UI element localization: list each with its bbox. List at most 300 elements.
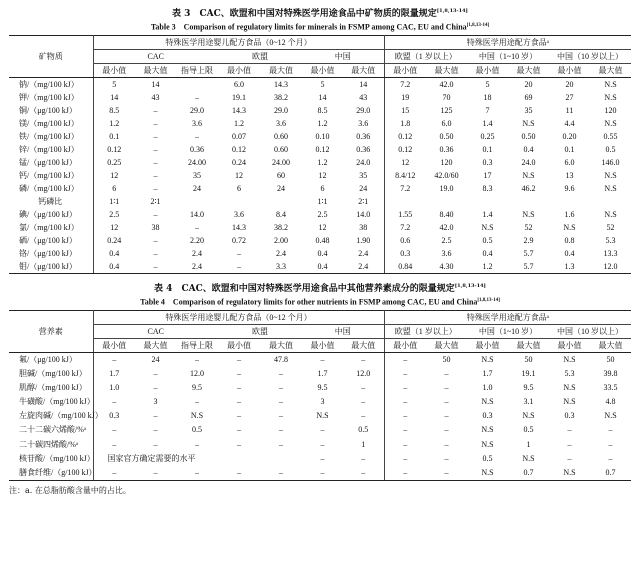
value-cell: 14.3 — [232, 105, 246, 115]
value-cell: 35 — [193, 170, 201, 180]
value-cell: – — [403, 383, 408, 393]
value-cell: 8.5 — [109, 105, 120, 115]
value-cell: 5 — [320, 79, 325, 89]
value-cell: 9.5 — [192, 383, 202, 393]
sub-header: 最大值 — [135, 63, 176, 77]
value-cell: 70 — [442, 92, 451, 102]
value-cell: 69 — [524, 92, 533, 102]
value-cell: – — [237, 355, 241, 365]
value-cell: 6.0 — [564, 157, 575, 167]
table3-caption-cn: 表 3 CAC、欧盟和中国对特殊医学用途食品中矿物质的限量规定[1,8,13-14] — [172, 8, 468, 19]
value-cell: N.S — [604, 92, 617, 102]
table-row — [9, 466, 631, 481]
value-cell: 24 — [343, 182, 384, 195]
value-cell: 46.2 — [521, 184, 536, 194]
value-cell: 0.4 — [317, 249, 328, 259]
value-cell: 17 — [483, 170, 492, 180]
value-cell: – — [320, 425, 325, 435]
value-cell: 35 — [524, 105, 533, 115]
value-cell: – — [135, 260, 176, 274]
value-cell: – — [112, 355, 117, 365]
value-cell: 6 — [237, 184, 241, 194]
value-cell: 0.7 — [590, 466, 631, 481]
value-cell: 0.7 — [508, 466, 549, 481]
row-label: 碘/（μg/100 kJ） — [9, 208, 93, 221]
table-row — [9, 353, 631, 368]
value-cell: 0.4 — [523, 144, 534, 154]
value-cell: – — [153, 383, 158, 393]
value-cell: – — [195, 131, 199, 141]
sub-header: 最小值 — [218, 339, 260, 353]
value-cell: – — [237, 383, 241, 393]
region-header: 欧盟（1 岁以上） — [384, 325, 467, 339]
value-cell: 12 — [401, 157, 410, 167]
sub-header: 最小值 — [467, 63, 508, 77]
value-cell: 12 — [318, 170, 327, 180]
value-cell: 0.25 — [480, 131, 495, 141]
table-row — [9, 91, 631, 104]
value-cell: 0.60 — [274, 131, 288, 141]
value-cell: 19.1 — [232, 92, 246, 102]
sub-header: 最小值 — [93, 63, 135, 77]
value-cell: 0.5 — [192, 425, 202, 435]
value-cell: – — [153, 369, 158, 379]
value-cell: 0.1 — [109, 131, 120, 141]
table-row — [9, 452, 631, 466]
value-cell: 0.48 — [315, 236, 330, 246]
table4-caption-en: Table 4 Comparison of regulatory limits for other nutrients in FSMP among CAC, EU and China[1,8,13-14] — [140, 298, 500, 308]
value-cell: 24 — [277, 184, 285, 194]
value-cell — [176, 77, 218, 91]
value-cell: – — [444, 383, 449, 393]
value-cell: 0.36 — [343, 130, 384, 143]
value-cell: 20 — [524, 79, 533, 89]
value-cell: – — [153, 236, 158, 246]
value-cell: 12 — [110, 170, 119, 180]
value-cell: 0.8 — [564, 236, 575, 246]
value-cell — [590, 195, 631, 208]
value-cell: 47.8 — [274, 355, 288, 365]
table-row — [9, 234, 631, 247]
value-cell: 1.55 — [398, 210, 413, 220]
value-cell: N.S — [522, 210, 535, 220]
value-cell: – — [403, 369, 408, 379]
header-row-region — [9, 325, 631, 339]
region-header: 欧盟 — [218, 325, 302, 339]
value-cell: 7 — [485, 105, 490, 115]
region-header: 中国（1~10 岁） — [467, 49, 549, 63]
value-cell: 5.3 — [564, 369, 575, 379]
row-label: 二十二碳六烯酸/%ᵃ — [9, 423, 93, 437]
value-cell: – — [567, 439, 572, 449]
sub-header: 指导上限 — [176, 63, 218, 77]
value-cell: 14.0 — [343, 208, 384, 221]
header-row-group — [9, 35, 631, 49]
footnote: 注：a. 在总脂肪酸含量中的占比。 — [9, 485, 131, 495]
value-cell: 1∶1 — [109, 197, 120, 207]
row-header: 营养素 — [9, 311, 93, 353]
value-cell: – — [343, 452, 384, 466]
value-cell: 29.0 — [343, 104, 384, 117]
value-cell: – — [426, 466, 467, 481]
value-cell: 0.10 — [315, 131, 330, 141]
region-header: 欧盟 — [218, 49, 302, 63]
value-cell: 1.2 — [317, 157, 328, 167]
value-cell: – — [260, 466, 302, 481]
value-cell: – — [279, 397, 283, 407]
value-cell: – — [237, 249, 241, 259]
value-cell: N.S — [522, 411, 535, 421]
value-cell: – — [608, 453, 613, 463]
value-cell: – — [279, 369, 283, 379]
value-cell: – — [343, 409, 384, 423]
value-cell: 4.30 — [426, 260, 467, 274]
row-label: 膳食纤维/（g/100 kJ） — [9, 466, 93, 481]
value-cell: 12.0 — [343, 367, 384, 381]
value-cell: 0.1 — [482, 144, 493, 154]
value-cell: 38.2 — [274, 223, 288, 233]
value-cell: 43 — [151, 92, 160, 102]
value-cell: – — [195, 439, 199, 449]
value-cell: – — [218, 260, 260, 274]
value-cell: 2∶1 — [150, 197, 161, 207]
value-cell: 20 — [565, 79, 574, 89]
value-cell: 15 — [401, 105, 410, 115]
value-cell: 0.24 — [107, 236, 122, 246]
value-cell: 2.5 — [441, 236, 452, 246]
value-cell: 0.36 — [343, 143, 384, 156]
value-cell — [426, 195, 467, 208]
value-cell: N.S — [604, 79, 617, 89]
row-label: 二十碳四烯酸/%ᵃ — [9, 438, 93, 452]
value-cell: – — [403, 439, 408, 449]
value-cell: 4.8 — [605, 397, 616, 407]
value-cell: 24.00 — [188, 157, 206, 167]
table-row — [9, 169, 631, 182]
value-cell: 1.3 — [549, 260, 590, 274]
table-row — [9, 395, 631, 409]
value-cell: 0.12 — [398, 144, 413, 154]
row-label: 左旋肉碱/（mg/100 kJ） — [9, 409, 93, 423]
value-cell: N.S — [481, 439, 494, 449]
value-cell: – — [218, 466, 260, 481]
table-row — [9, 409, 631, 423]
value-cell: – — [302, 466, 343, 481]
value-cell: 29.0 — [274, 105, 288, 115]
mineral-limits-table — [9, 35, 631, 275]
value-cell: 0.12 — [315, 144, 330, 154]
row-label: 核苷酸/（mg/100 kJ） — [9, 452, 93, 466]
value-cell: 0.50 — [521, 131, 536, 141]
value-cell: 18 — [483, 92, 492, 102]
value-cell: N.S — [481, 397, 494, 407]
sub-header: 最小值 — [384, 63, 426, 77]
sub-header: 最大值 — [590, 339, 631, 353]
group-infant-header: 特殊医学用途婴儿配方食品（0~12 个月） — [93, 311, 384, 325]
value-cell: N.S — [563, 397, 576, 407]
value-cell: 0.3 — [564, 411, 575, 421]
value-cell: – — [343, 395, 384, 409]
value-cell: 14 — [343, 77, 384, 91]
sub-header: 最大值 — [260, 339, 302, 353]
value-cell: 8.3 — [482, 184, 493, 194]
value-cell: 0.4 — [564, 249, 575, 259]
value-cell: – — [444, 369, 449, 379]
value-cell: 3.6 — [276, 118, 286, 128]
value-cell: – — [153, 249, 158, 259]
value-cell: 39.8 — [603, 369, 618, 379]
value-cell: 5.3 — [605, 236, 616, 246]
row-label: 锰/（μg/100 kJ） — [9, 156, 93, 169]
value-cell: N.S — [563, 383, 576, 393]
value-cell: 0.4 — [482, 249, 493, 259]
table4-caption-cn: 表 4 CAC、欧盟和中国对特殊医学用途食品中其他营养素成分的限量规定[1,8,13-14] — [154, 283, 486, 295]
value-cell: – — [153, 144, 158, 154]
value-cell: 1.2 — [234, 118, 244, 128]
header-row-sub — [9, 63, 631, 77]
value-cell: 0.36 — [190, 144, 204, 154]
sub-header: 最大值 — [508, 339, 549, 353]
value-cell: – — [195, 355, 199, 365]
table-row — [9, 247, 631, 260]
value-cell: 0.12 — [232, 144, 246, 154]
value-cell: 0.4 — [109, 249, 120, 259]
value-cell: 146.0 — [601, 157, 620, 167]
value-cell: 12 — [318, 223, 327, 233]
value-cell: 42.0 — [439, 223, 454, 233]
region-header: 中国 — [302, 325, 384, 339]
value-cell: 120 — [440, 157, 453, 167]
value-cell: N.S — [563, 355, 576, 365]
value-cell: 7.2 — [400, 184, 411, 194]
value-cell: 0.1 — [564, 144, 575, 154]
value-cell: – — [444, 397, 449, 407]
sub-header: 最小值 — [218, 63, 260, 77]
value-cell: 24.00 — [272, 157, 290, 167]
header-row-region — [9, 49, 631, 63]
sub-header: 最大值 — [590, 63, 631, 77]
value-cell: 1.0 — [109, 383, 120, 393]
value-cell: 6.0 — [441, 118, 452, 128]
span-note: 国家官方确定需要的水平 — [107, 453, 196, 463]
table3-caption-en: Table 3 Comparison of regulatory limits for minerals in FSMP among CAC, EU and China[1,8,13-14] — [150, 22, 490, 32]
region-header: 中国（10 岁以上） — [549, 49, 631, 63]
value-cell: 2.5 — [109, 210, 120, 220]
value-cell: N.S — [604, 118, 617, 128]
row-label: 锌/（mg/100 kJ） — [9, 143, 93, 156]
value-cell: 42.0/60 — [434, 170, 459, 180]
value-cell: 0.5 — [523, 425, 534, 435]
value-cell: 7.2 — [400, 223, 411, 233]
value-cell: 0.3 — [400, 249, 411, 259]
value-cell: 14.3 — [232, 223, 246, 233]
value-cell: 9.5 — [523, 383, 534, 393]
sub-header: 最小值 — [467, 339, 508, 353]
value-cell: 1.2 — [317, 118, 328, 128]
value-cell: 38 — [151, 223, 160, 233]
value-cell: 6 — [320, 184, 325, 194]
value-cell: 0.84 — [384, 260, 426, 274]
value-cell: 125 — [440, 105, 453, 115]
value-cell: 43 — [343, 91, 384, 104]
sub-header: 最大值 — [508, 63, 549, 77]
value-cell: 5 — [112, 79, 117, 89]
value-cell: 0.5 — [482, 453, 493, 463]
value-cell: 1∶1 — [317, 197, 328, 207]
value-cell: 2.9 — [523, 236, 534, 246]
value-cell: – — [320, 453, 325, 463]
table-row — [9, 381, 631, 395]
header-row-sub — [9, 339, 631, 353]
value-cell: 0.6 — [400, 236, 411, 246]
value-cell: 1.7 — [317, 369, 328, 379]
value-cell: 1.7 — [482, 369, 493, 379]
value-cell: 14 — [110, 92, 119, 102]
sub-header: 最小值 — [93, 339, 135, 353]
value-cell: 0.24 — [232, 157, 246, 167]
value-cell: 0.5 — [605, 144, 616, 154]
value-cell: 2.4 — [343, 247, 384, 260]
value-cell: 9.5 — [317, 383, 328, 393]
value-cell: N.S — [522, 118, 535, 128]
other-nutrient-limits-table — [9, 310, 631, 481]
sub-header: 最大值 — [426, 63, 467, 77]
value-cell: N.S — [467, 466, 508, 481]
value-cell: 2.4 — [176, 260, 218, 274]
value-cell: 12.0 — [190, 369, 204, 379]
region-header: CAC — [93, 49, 218, 63]
value-cell: 3.6 — [234, 210, 244, 220]
row-label: 钼/（μg/100 kJ） — [9, 260, 93, 274]
value-cell: – — [279, 439, 283, 449]
value-cell: 1 — [343, 438, 384, 452]
value-cell: 14.3 — [274, 79, 288, 89]
sub-header: 最小值 — [549, 339, 590, 353]
table-row — [9, 156, 631, 169]
value-cell: 0.5 — [482, 236, 493, 246]
value-cell: – — [279, 425, 283, 435]
value-cell: 1.4 — [482, 210, 493, 220]
sub-header: 最小值 — [302, 339, 343, 353]
value-cell: 19 — [401, 92, 410, 102]
value-cell: – — [444, 453, 449, 463]
value-cell: N.S — [481, 425, 494, 435]
sub-header: 指导上限 — [176, 339, 218, 353]
value-cell: – — [567, 425, 572, 435]
value-cell: 0.50 — [439, 131, 454, 141]
value-cell: – — [237, 425, 241, 435]
value-cell: – — [237, 397, 241, 407]
value-cell: 2∶1 — [343, 195, 384, 208]
value-cell: – — [403, 411, 408, 421]
value-cell: 13 — [565, 170, 574, 180]
row-label: 钠/（mg/100 kJ） — [9, 77, 93, 91]
value-cell: N.S — [522, 170, 535, 180]
region-header: CAC — [93, 325, 218, 339]
value-cell: 24 — [193, 184, 201, 194]
value-cell: 3.1 — [523, 397, 534, 407]
value-cell: 14 — [318, 92, 327, 102]
value-cell: 0.20 — [562, 131, 577, 141]
value-cell: – — [403, 355, 408, 365]
value-cell: – — [195, 223, 199, 233]
value-cell: N.S — [522, 453, 535, 463]
row-label: 氟/（μg/100 kJ） — [9, 353, 93, 368]
sub-header: 最小值 — [549, 63, 590, 77]
value-cell: 1.8 — [400, 118, 411, 128]
row-label: 镁/（mg/100 kJ） — [9, 117, 93, 130]
page — [0, 6, 640, 568]
value-cell: 24 — [151, 355, 160, 365]
row-header: 矿物质 — [9, 35, 93, 77]
value-cell: 6.0 — [234, 79, 244, 89]
value-cell: 1.4 — [482, 118, 493, 128]
value-cell: 8.5 — [317, 105, 328, 115]
value-cell: 4.4 — [564, 118, 575, 128]
row-label: 铁/（mg/100 kJ） — [9, 130, 93, 143]
value-cell: – — [444, 425, 449, 435]
value-cell: 8.4/12 — [395, 170, 416, 180]
value-cell: – — [384, 466, 426, 481]
value-cell: 50 — [606, 355, 615, 365]
value-cell: 0.55 — [603, 131, 618, 141]
sub-header: 最大值 — [426, 339, 467, 353]
value-cell: N.S — [481, 223, 494, 233]
value-cell: 1.2 — [467, 260, 508, 274]
value-cell: 14.0 — [190, 210, 204, 220]
value-cell: 0.60 — [274, 144, 288, 154]
table-row — [9, 195, 631, 208]
value-cell: – — [320, 439, 325, 449]
value-cell: 3.6 — [441, 249, 452, 259]
value-cell: – — [444, 411, 449, 421]
value-cell: 7.2 — [400, 79, 411, 89]
sub-header: 最大值 — [343, 339, 384, 353]
value-cell: 52 — [524, 223, 533, 233]
value-cell: – — [195, 92, 199, 102]
value-cell: N.S — [604, 411, 617, 421]
value-cell: N.S — [316, 411, 329, 421]
value-cell: 0.12 — [107, 144, 122, 154]
value-cell: – — [153, 157, 158, 167]
table-row — [9, 182, 631, 195]
value-cell: – — [237, 369, 241, 379]
value-cell: 3.3 — [260, 260, 302, 274]
row-label: 铜/（μg/100 kJ） — [9, 104, 93, 117]
value-cell: 12 — [235, 170, 243, 180]
table-row — [9, 117, 631, 130]
value-cell — [549, 195, 590, 208]
value-cell: – — [279, 411, 283, 421]
value-cell: 38.2 — [274, 92, 288, 102]
value-cell: 50 — [524, 355, 533, 365]
table-row — [9, 104, 631, 117]
value-cell: – — [403, 425, 408, 435]
value-cell: 1.0 — [482, 383, 493, 393]
value-cell: 42.0 — [439, 79, 454, 89]
table-row — [9, 208, 631, 221]
value-cell: 38 — [343, 221, 384, 234]
value-cell: 12.0 — [590, 260, 631, 274]
table-row — [9, 77, 631, 91]
table-row — [9, 221, 631, 234]
row-label: 钙/（mg/100 kJ） — [9, 169, 93, 182]
value-cell: – — [153, 170, 158, 180]
value-cell: 1.7 — [109, 369, 120, 379]
table-row — [9, 130, 631, 143]
value-cell: 1.2 — [109, 118, 120, 128]
value-cell: 2.20 — [190, 236, 204, 246]
